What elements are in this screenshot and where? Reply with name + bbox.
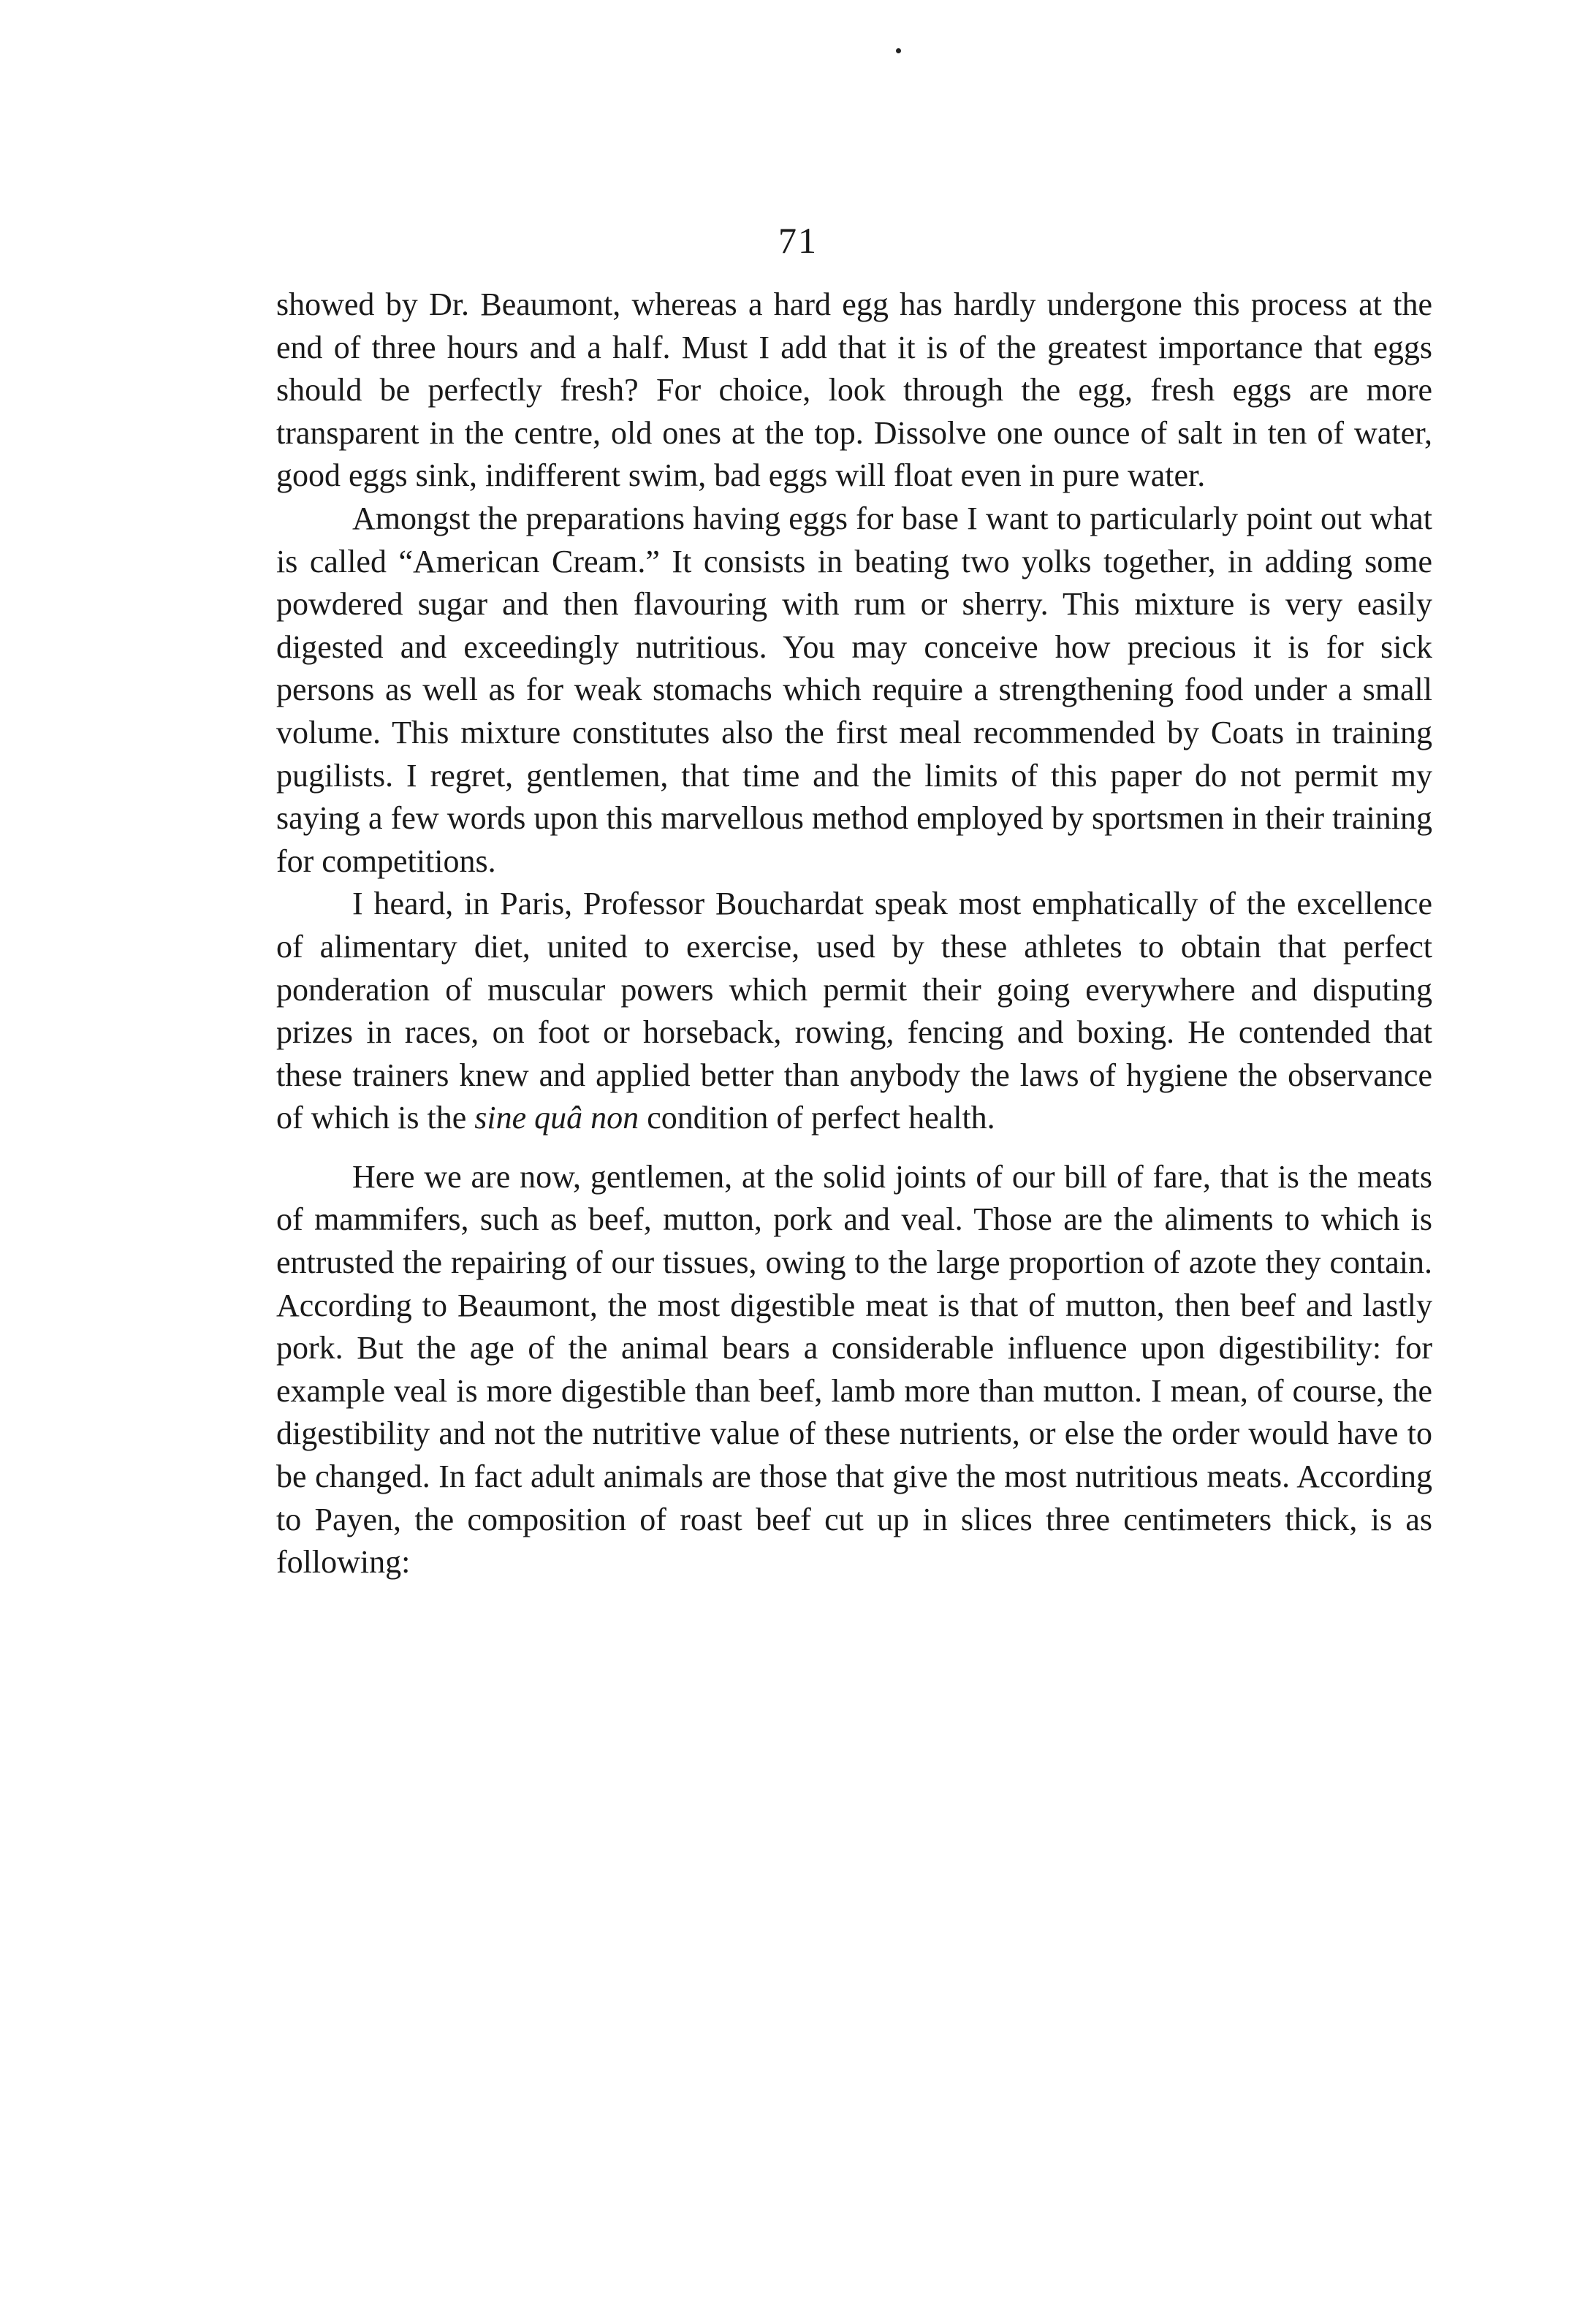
stray-ink-dot [896, 48, 901, 53]
paragraph-bouchardat [276, 883, 1432, 1140]
page-number: 71 [778, 220, 818, 261]
paragraph-american-cream: Amongst the preparations having eggs for base I want to particularly point out what is called “American Cream.” It consists in beating two yolks together, in adding some powdered sugar and then flavouring with rum or sherry. This mixture is very easily digested and exceedingly nutritious. You may conceive how precious it is for sick persons as well as for weak stomachs which require a strengthening food under a small volume. This mixture constitutes also the first meal recommended by Coats in training pugilists. I regret, gentlemen, that time and the limits of this paper do not permit my saying a few words upon this marvellous method employed by sportsmen in their training for competitions. [276, 500, 1432, 879]
paragraph-bouchardat-text: I heard, in Paris, Professor Bouchardat speak most emphatically of the excellence of alimentary diet, united to exercise, used by these athletes to obtain that perfect ponderation of muscular powers which permit their going everywhere and disputing prizes in races, on foot or horseback, rowing, fencing and boxing. He contended that these trainers knew and applied better than anybody the laws of hygiene the observance of which is the [276, 886, 1432, 1136]
body-text [276, 284, 1432, 1584]
paragraph-bouchardat-ending: condition of perfect health. [639, 1100, 995, 1136]
paragraph-continuation: showed by Dr. Beaumont, whereas a hard egg has hardly undergone this process at the end of three hours and a half. Must I add that it is of the greatest importance that eggs should be perfectly fresh? For choice, look through the egg, fresh eggs are more transparent in the centre, old ones at the top. Dissolve one ounce of salt in ten of water, good eggs sink, indifferent swim, bad eggs will float even in pure water. [276, 286, 1432, 494]
paragraph-meats: Here we are now, gentlemen, at the solid joints of our bill of fare, that is the meats of mammifers, such as beef, mutton, pork and veal. Those are the aliments to which is entrusted the repairing of our tissues, owing to the large proportion of azote they contain. According to Beaumont, the most digestible meat is that of mutton, then beef and lastly pork. But the age of the animal bears a considerable influence upon digestibility: for example veal is more digestible than beef, lamb more than mutton. I mean, of course, the digestibility and not the nutritive value of these nutrients, or else the order would have to be changed. In fact adult animals are those that give the most nutritious meats. According to Payen, the composition of roast beef cut up in slices three centimeters thick, is as following: [276, 1158, 1432, 1581]
latin-phrase: sine quâ non [474, 1100, 639, 1136]
